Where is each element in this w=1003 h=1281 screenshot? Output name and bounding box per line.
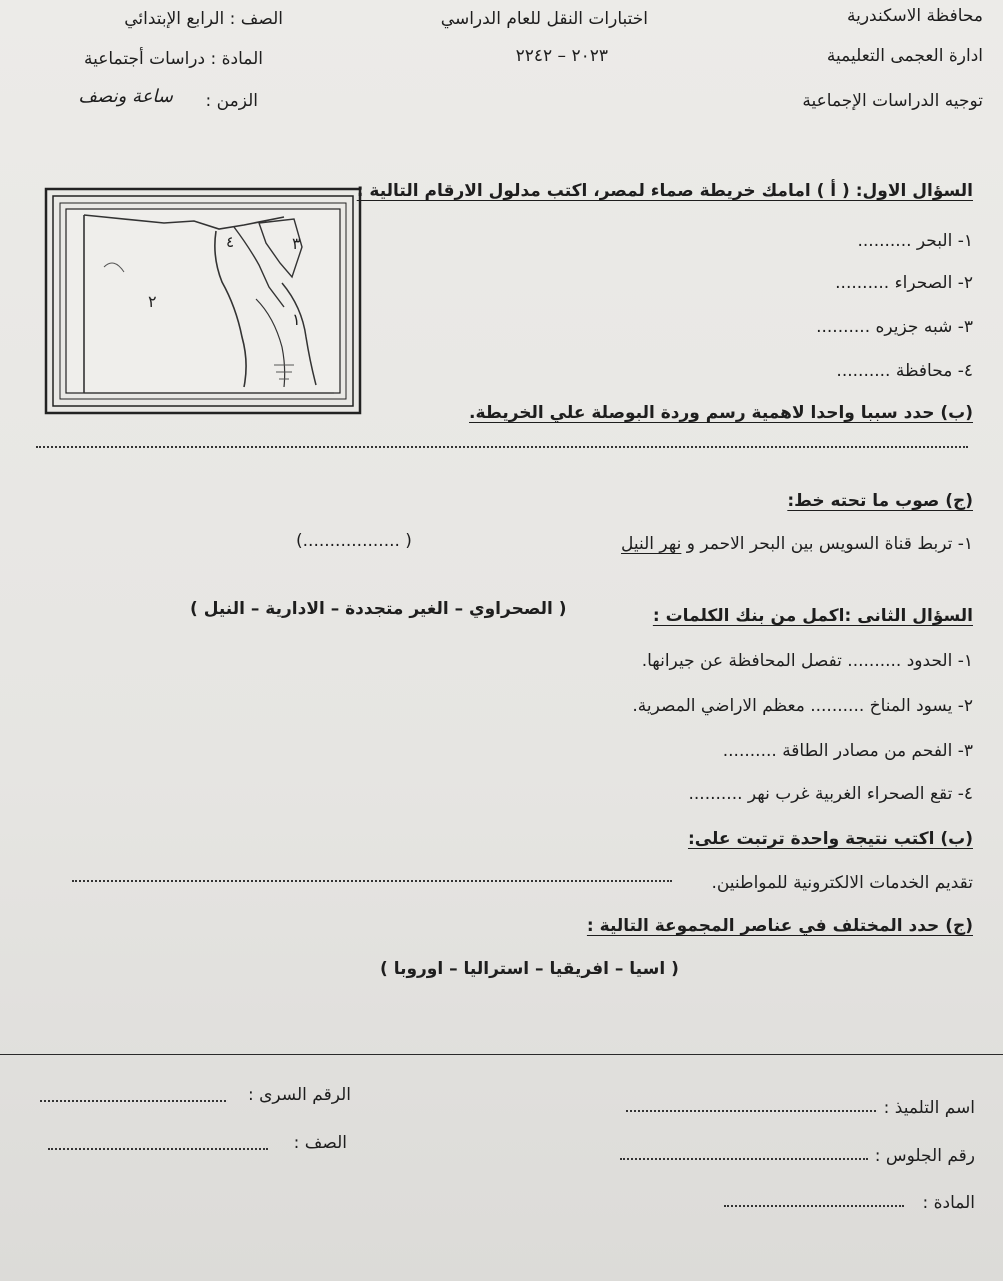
q1-c-title: (ج) صوب ما تحته خط: <box>787 491 973 511</box>
egypt-blank-map <box>44 187 362 415</box>
q1-b-answer-line <box>36 446 968 448</box>
map-number-1: ١ <box>292 310 301 329</box>
q2-item-1: ١- الحدود .......... تفصل المحافظة عن جيرانها. <box>641 651 973 671</box>
q2-c-title: (ج) حدد المختلف في عناصر المجموعة التالية : <box>586 916 973 936</box>
footer-class-line <box>48 1148 268 1150</box>
q1-a-title: السؤال الاول: ( أ ) امامك خريطة صماء لمصر، اكتب مدلول الارقام التالية : <box>356 181 973 201</box>
header-time-handwritten: ساعة ونصف <box>78 86 173 107</box>
q1-a-item-2: ٢- الصحراء .......... <box>835 273 973 293</box>
header-year: ٢٠٢٣ – ٢٢٤٢ <box>515 46 608 66</box>
map-number-4: ٤ <box>226 233 235 251</box>
q2-b-answer-line <box>72 880 672 882</box>
footer-secret-number-line <box>40 1100 226 1102</box>
q2-item-4: ٤- تقع الصحراء الغربية غرب نهر .......... <box>688 784 973 804</box>
q2-word-bank: ( الصحراوي – الغير متجددة – الادارية – النيل ) <box>190 599 567 619</box>
footer-class-label: الصف : <box>293 1133 347 1153</box>
footer-student-name-label: اسم التلميذ : <box>883 1098 975 1118</box>
header-exam-title: اختبارات النقل للعام الدراسي <box>440 9 648 29</box>
q2-b-title: (ب) اكتب نتيجة واحدة ترتبت على: <box>687 829 973 849</box>
q1-c-item <box>621 533 973 555</box>
header-subject: المادة : دراسات أجتماعية <box>83 49 263 69</box>
q1-c-underlined: نهر النيل <box>620 534 682 554</box>
header-department: توجيه الدراسات الإجماعية <box>802 91 983 111</box>
q1-a-item-4: ٤- محافظة .......... <box>836 361 973 381</box>
map-number-2: ٢ <box>148 292 157 311</box>
q1-b-title: (ب) حدد سببا واحدا لاهمية رسم وردة البوصلة علي الخريطة. <box>469 403 973 423</box>
header-administration: ادارة العجمى التعليمية <box>826 46 983 66</box>
map-number-3: ٣ <box>292 234 301 253</box>
q1-c-item-text: ١- تربط قناة السويس بين البحر الاحمر و <box>681 534 973 554</box>
footer-secret-number-label: الرقم السرى : <box>247 1085 351 1105</box>
q1-a-item-3: ٣- شبه جزيره .......... <box>816 317 973 337</box>
q2-b-text: تقديم الخدمات الالكترونية للمواطنين. <box>711 873 973 893</box>
q2-c-group: ( اسيا – افريقيا – استراليا – اوروبا ) <box>380 959 679 979</box>
header-time-label: الزمن : <box>205 91 258 111</box>
q2-item-2: ٢- يسود المناخ .......... معظم الاراضي المصرية. <box>632 696 973 716</box>
footer-seat-number-line <box>620 1158 868 1160</box>
header-governorate: محافظة الاسكندرية <box>846 6 983 26</box>
header-grade: الصف : الرابع الإبتدائي <box>124 9 283 29</box>
q1-a-item-1: ١- البحر .......... <box>857 231 973 251</box>
footer-seat-number-label: رقم الجلوس : <box>874 1146 975 1166</box>
q2-item-3: ٣- الفحم من مصادر الطاقة .......... <box>722 741 973 761</box>
footer-divider <box>0 1054 1003 1055</box>
q1-c-answer: ( ..................) <box>296 531 412 551</box>
footer-student-name-line <box>626 1110 876 1112</box>
footer-subject-line <box>724 1205 904 1207</box>
footer-subject-label: المادة : <box>922 1193 975 1213</box>
q2-title: السؤال الثانى :اكمل من بنك الكلمات : <box>652 606 973 626</box>
